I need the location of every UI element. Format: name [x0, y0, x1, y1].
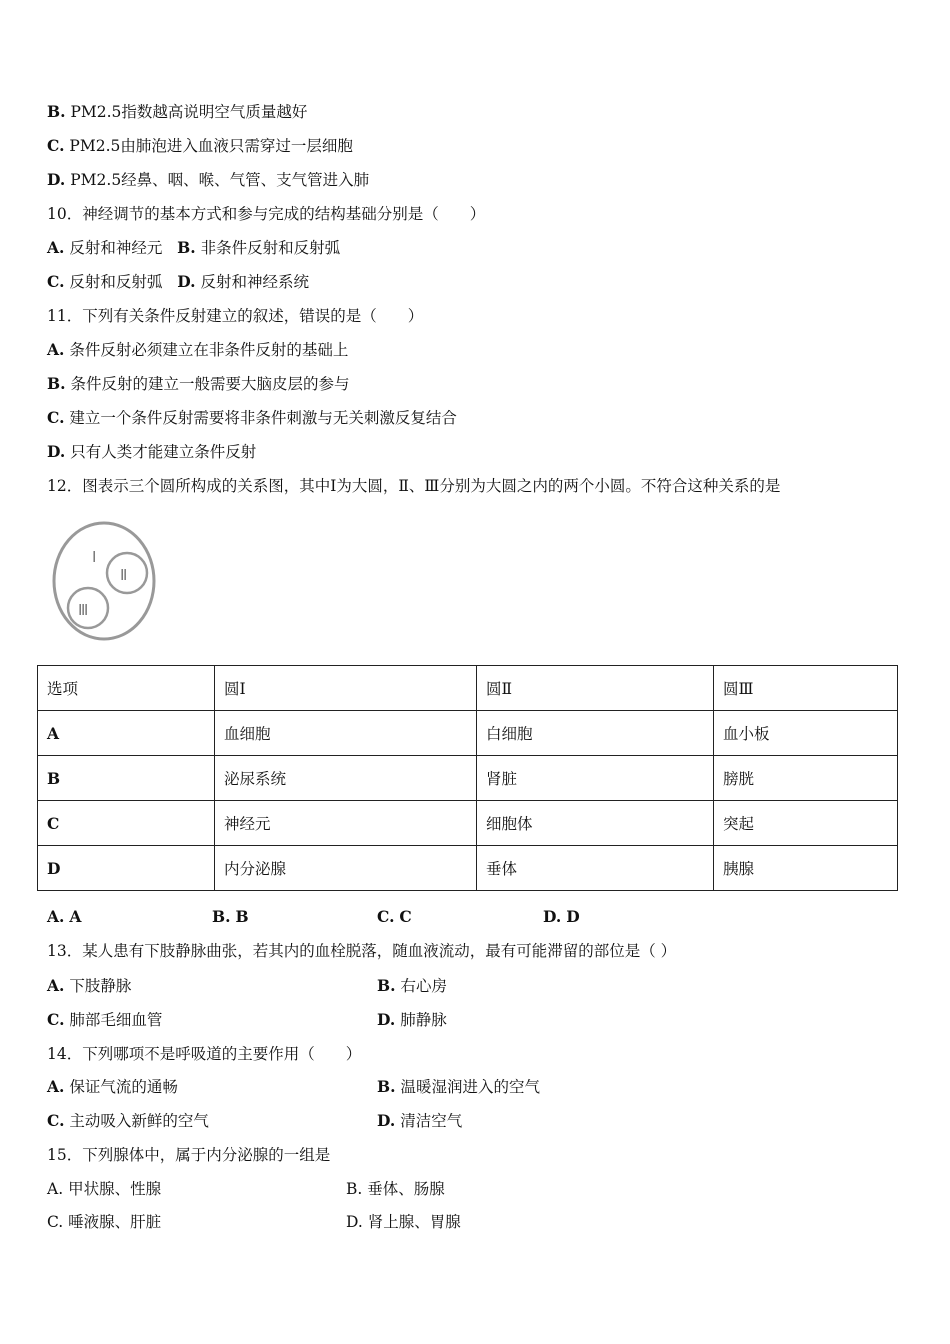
label-three: Ⅲ [78, 603, 89, 619]
option-letter: B. [47, 102, 66, 121]
table-cell: 肾脏 [477, 756, 714, 801]
option-text: 只有人类才能建立条件反射 [70, 443, 257, 461]
header-cell: 圆Ⅱ [477, 666, 714, 711]
table-cell: 垂体 [477, 846, 714, 891]
q12-option-a[interactable] [47, 907, 81, 927]
q10-option-c[interactable] [47, 273, 162, 291]
table-cell: 突起 [714, 801, 898, 846]
option-text: 建立一个条件反射需要将非条件刺激与无关刺激反复结合 [69, 409, 457, 427]
option-text: 反射和神经元 [69, 239, 163, 257]
option-letter: D. [47, 170, 66, 189]
table-cell: 细胞体 [477, 801, 714, 846]
q10-options-row1 [47, 238, 340, 258]
option-text: PM2.5由肺泡进入血液只需穿过一层细胞 [69, 137, 353, 155]
q10-stem: 10．神经调节的基本方式和参与完成的结构基础分别是（ ） [47, 205, 486, 223]
q10-option-b[interactable] [177, 239, 340, 257]
q15-stem: 15．下列腺体中，属于内分泌腺的一组是 [47, 1146, 331, 1164]
q9-option-c[interactable] [47, 136, 353, 156]
q10-option-d[interactable] [177, 273, 309, 291]
q14-stem: 14．下列哪项不是呼吸道的主要作用（ ） [47, 1045, 362, 1063]
header-cell: 圆Ⅰ [215, 666, 477, 711]
option-letter: C. [47, 272, 65, 291]
option-letter: A. [47, 340, 65, 359]
option-letter: A. [47, 907, 65, 926]
q11-option-d[interactable] [47, 442, 256, 462]
q11-option-b[interactable] [47, 374, 349, 394]
table-cell: D [38, 846, 215, 891]
option-letter: C. [47, 136, 65, 155]
q14-option-b[interactable] [377, 1077, 540, 1097]
table-cell: 胰腺 [714, 846, 898, 891]
q13-option-c[interactable] [47, 1010, 162, 1030]
q9-option-d[interactable] [47, 170, 369, 190]
option-text: 肺静脉 [400, 1011, 447, 1029]
option-letter: A. [47, 238, 65, 257]
option-text: 非条件反射和反射弧 [200, 239, 341, 257]
q12-option-c[interactable] [377, 907, 412, 927]
q12-table [37, 665, 898, 891]
table-row [38, 801, 898, 846]
option-letter: A. [47, 1077, 65, 1096]
option-text: 主动吸入新鲜的空气 [69, 1112, 209, 1130]
q15-option-b[interactable] [346, 1179, 445, 1199]
option-letter: B. [377, 976, 396, 995]
table-cell: A [38, 711, 215, 756]
table-cell: 神经元 [215, 801, 477, 846]
option-text: A [69, 907, 82, 926]
label-one: Ⅰ [92, 550, 97, 566]
option-letter: A. [47, 976, 65, 995]
table-header-row [38, 666, 898, 711]
option-letter: B. [346, 1180, 363, 1198]
q10-options-row2 [47, 272, 309, 292]
option-letter: A. [47, 1180, 64, 1198]
label-two: Ⅱ [120, 568, 128, 584]
option-letter: C. [47, 1111, 65, 1130]
option-letter: D. [543, 907, 562, 926]
option-text: C [399, 907, 412, 926]
option-text: 垂体、肠腺 [367, 1180, 445, 1198]
table-cell: B [38, 756, 215, 801]
option-text: 下肢静脉 [69, 977, 132, 995]
header-cell: 选项 [38, 666, 215, 711]
q12-stem: 12．图表示三个圆所构成的关系图，其中Ⅰ为大圆，Ⅱ、Ⅲ分别为大圆之内的两个小圆。不符合这种关系的是 [47, 477, 781, 495]
header-cell: 圆Ⅲ [714, 666, 898, 711]
option-text: 温暖湿润进入的空气 [400, 1078, 540, 1096]
option-letter: C. [47, 1213, 64, 1231]
table-cell: 白细胞 [477, 711, 714, 756]
option-letter: D. [346, 1213, 363, 1231]
table-row [38, 711, 898, 756]
option-letter: C. [47, 408, 65, 427]
q11-stem: 11．下列有关条件反射建立的叙述，错误的是（ ） [47, 307, 424, 325]
option-text: 反射和神经系统 [200, 273, 309, 291]
option-letter: B. [212, 907, 231, 926]
option-letter: C. [377, 907, 395, 926]
table-cell: 膀胱 [714, 756, 898, 801]
q12-option-d[interactable] [543, 907, 580, 927]
option-text: 肺部毛细血管 [69, 1011, 163, 1029]
option-letter: B. [47, 374, 66, 393]
option-text: 右心房 [400, 977, 447, 995]
option-text: PM2.5指数越高说明空气质量越好 [70, 103, 308, 121]
table-row [38, 756, 898, 801]
option-text: 反射和反射弧 [69, 273, 163, 291]
q12-option-b[interactable] [212, 907, 249, 927]
q14-option-c[interactable] [47, 1111, 209, 1131]
option-letter: D. [47, 442, 66, 461]
q13-option-d[interactable] [377, 1010, 447, 1030]
table-cell: 血小板 [714, 711, 898, 756]
option-text: 甲状腺、性腺 [68, 1180, 162, 1198]
table-cell: 泌尿系统 [215, 756, 477, 801]
q9-option-b[interactable] [47, 102, 307, 122]
table-cell: C [38, 801, 215, 846]
table-cell: 血细胞 [215, 711, 477, 756]
option-text: 条件反射必须建立在非条件反射的基础上 [69, 341, 349, 359]
q15-option-c[interactable] [47, 1212, 161, 1232]
option-letter: C. [47, 1010, 65, 1029]
option-letter: B. [177, 238, 196, 257]
q10-option-a[interactable] [47, 239, 162, 257]
option-text: 肾上腺、胃腺 [367, 1213, 461, 1231]
circle-relation-figure [50, 520, 160, 645]
table-cell: 内分泌腺 [215, 846, 477, 891]
table-row [38, 846, 898, 891]
option-text: 条件反射的建立一般需要大脑皮层的参与 [70, 375, 350, 393]
q13-option-a[interactable] [47, 976, 131, 996]
q11-option-c[interactable] [47, 408, 457, 428]
option-text: D [566, 907, 580, 926]
q14-option-d[interactable] [377, 1111, 462, 1131]
q15-option-a[interactable] [47, 1179, 161, 1199]
q11-option-a[interactable] [47, 340, 348, 360]
option-text: 保证气流的通畅 [69, 1078, 178, 1096]
option-text: 唾液腺、肝脏 [68, 1213, 162, 1231]
option-letter: D. [377, 1111, 396, 1130]
option-letter: B. [377, 1077, 396, 1096]
option-text: B [235, 907, 249, 926]
option-text: PM2.5经鼻、咽、喉、气管、支气管进入肺 [70, 171, 370, 189]
q14-option-a[interactable] [47, 1077, 178, 1097]
option-text: 清洁空气 [400, 1112, 463, 1130]
option-letter: D. [177, 272, 196, 291]
q13-stem: 13．某人患有下肢静脉曲张，若其内的血栓脱落，随血液流动，最有可能滞留的部位是（ ） [47, 942, 677, 960]
option-letter: D. [377, 1010, 396, 1029]
q13-option-b[interactable] [377, 976, 447, 996]
q15-option-d[interactable] [346, 1212, 461, 1232]
